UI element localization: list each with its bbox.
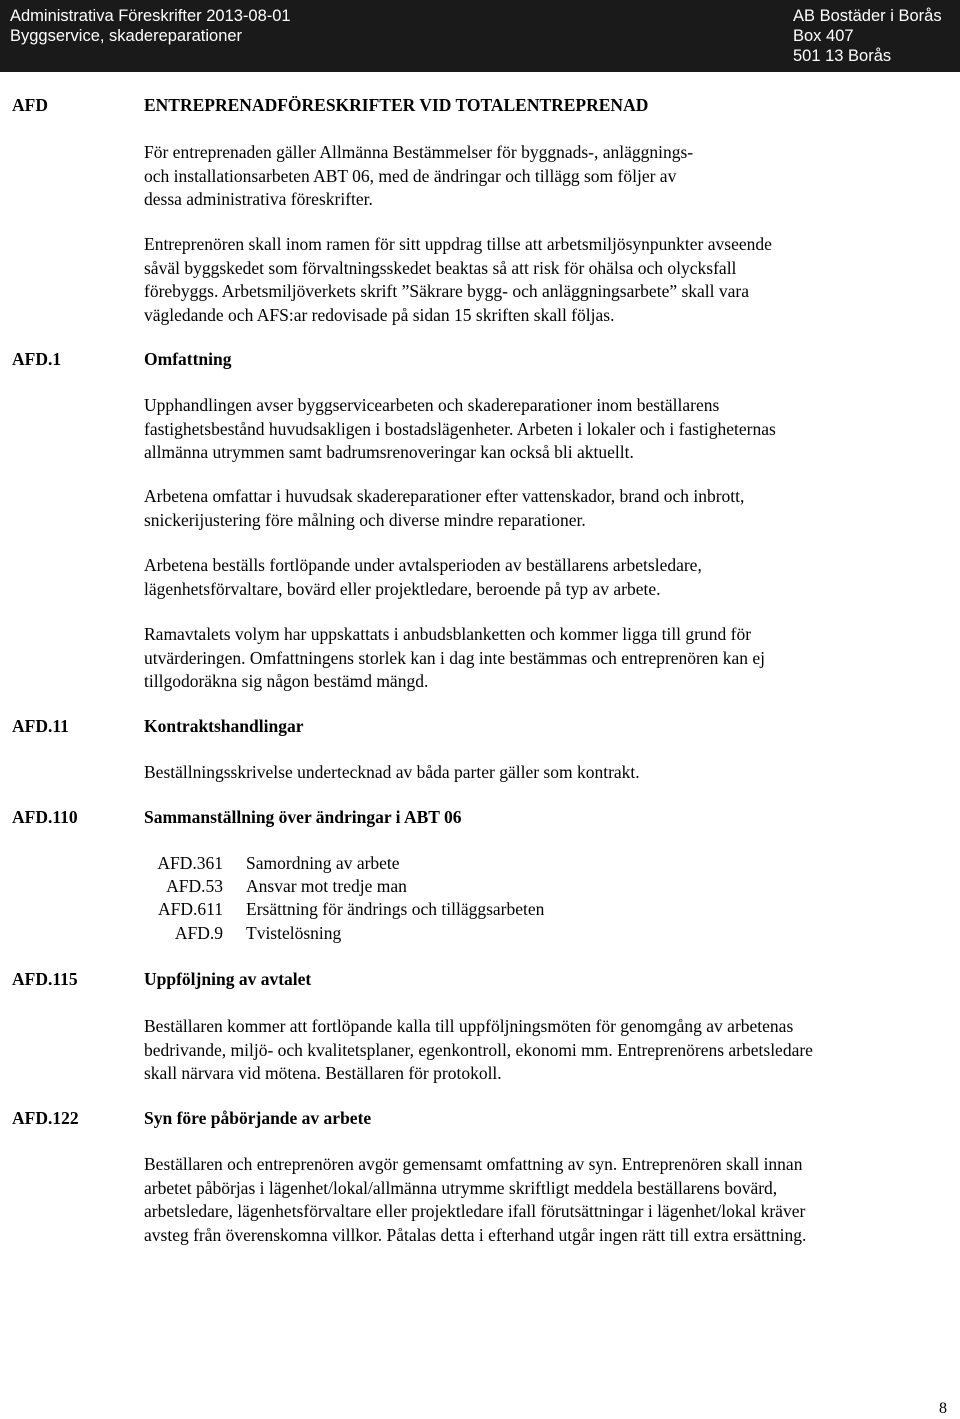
header-left (10, 6, 291, 46)
text-line: fastighetsbestånd huvudsakligen i bostadslägenheter. Arbeten i lokaler och i fastigheternas (144, 418, 776, 439)
section-title-afd1: Omfattning (144, 349, 232, 369)
section-title-afd115: Uppföljning av avtalet (144, 969, 312, 989)
section-title-afd110: Sammanställning över ändringar i ABT 06 (144, 807, 462, 827)
document-title: Administrativa Föreskrifter 2013-08-01 (10, 7, 291, 25)
page-number: 8 (939, 1400, 947, 1417)
paragraph-afd1-1 (144, 394, 776, 465)
text-line: vägledande och AFS:ar redovisade på sidan 15 skriften skall följas. (144, 304, 615, 325)
text-line: Arbetena beställs fortlöpande under avtalsperioden av beställarens arbetsledare, (144, 555, 702, 575)
page-header (0, 0, 960, 72)
list-item-text: Ansvar mot tredje man (246, 876, 407, 897)
text-line: Ramavtalets volym har uppskattats i anbudsblanketten och kommer ligga till grund för (144, 624, 752, 644)
text-line: skall närvara vid mötena. Beställaren för protokoll. (144, 1063, 502, 1083)
section-code-afd11: AFD.11 (12, 716, 69, 736)
text-line: Arbetena omfattar i huvudsak skadereparationer efter vattenskador, brand och inbrott, (144, 486, 745, 506)
paragraph-afd-1 (144, 141, 693, 212)
change-list (141, 852, 544, 945)
text-line: bedrivande, miljö- och kvalitetsplaner, egenkontroll, ekonomi mm. Entreprenörens arbetsledare (144, 1039, 813, 1060)
list-item-text: Ersättning för ändrings och tilläggsarbeten (246, 899, 545, 920)
paragraph-afd122-1 (144, 1153, 806, 1247)
list-item (141, 898, 544, 921)
text-line: avsteg från överenskomna villkor. Påtalas detta i efterhand utgår ingen rätt till extra ersättning. (144, 1224, 807, 1245)
section-code-afd115: AFD.115 (12, 969, 78, 989)
list-item-text: Tvistelösning (246, 922, 342, 943)
section-title-afd: ENTREPRENADFÖRESKRIFTER VID TOTALENTREPRENAD (144, 95, 649, 115)
document-subtitle: Byggservice, skadereparationer (10, 27, 243, 45)
text-line: dessa administrativa föreskrifter. (144, 189, 373, 209)
list-item (141, 875, 544, 898)
text-line: Beställaren kommer att fortlöpande kalla till uppföljningsmöten för genomgång av arbetenas (144, 1016, 794, 1036)
text-line: såväl byggskedet som förvaltningsskedet beaktas så att risk för ohälsa och olycksfall (144, 257, 737, 278)
paragraph-afd1-2 (144, 485, 744, 532)
list-item-text: Samordning av arbete (246, 853, 400, 873)
list-item-code: AFD.361 (157, 853, 223, 873)
company-name: AB Bostäder i Borås (793, 7, 942, 25)
section-title-afd122: Syn före påbörjande av arbete (144, 1108, 372, 1128)
text-line: allmänna utrymmen samt badrumsrenoveringar kan också bli aktuellt. (144, 442, 634, 462)
text-line: Beställaren och entreprenören avgör gemensamt omfattning av syn. Entreprenören skall innan (144, 1154, 803, 1174)
list-item (141, 852, 544, 875)
section-code-afd122: AFD.122 (12, 1108, 79, 1128)
header-right (793, 6, 942, 66)
list-item-code: AFD.9 (174, 922, 223, 943)
text-line: Upphandlingen avser byggservicearbeten och skadereparationer inom beställarens (144, 395, 720, 415)
section-title-afd11: Kontraktshandlingar (144, 716, 304, 736)
paragraph-afd115-1 (144, 1015, 813, 1086)
paragraph-afd1-3 (144, 554, 702, 601)
text-line: Entreprenören skall inom ramen för sitt uppdrag tillse att arbetsmiljösynpunkter avseende (144, 234, 772, 254)
text-line: Beställningsskrivelse undertecknad av båda parter gäller som kontrakt. (144, 762, 640, 782)
list-item-code: AFD.53 (166, 876, 223, 897)
section-code-afd1: AFD.1 (12, 349, 62, 369)
text-line: För entreprenaden gäller Allmänna Bestämmelser för byggnads-, anläggnings- (144, 142, 694, 162)
paragraph-afd-2 (144, 233, 772, 327)
text-line: arbetet påbörjas i lägenhet/lokal/allmänna utrymme skriftligt meddela beställarens bovärd, (144, 1177, 778, 1198)
section-code-afd: AFD (12, 95, 48, 115)
section-code-afd110: AFD.110 (12, 807, 78, 827)
company-postal: 501 13 Borås (793, 47, 892, 65)
text-line: och installationsarbeten ABT 06, med de ändringar och tillägg som följer av (144, 165, 677, 186)
text-line: tillgodoräkna sig någon bestämd mängd. (144, 671, 429, 691)
paragraph-afd11-1 (144, 761, 640, 785)
list-item-code: AFD.611 (158, 899, 223, 920)
paragraph-afd1-4 (144, 623, 765, 694)
list-item (141, 922, 544, 945)
text-line: utvärderingen. Omfattningens storlek kan i dag inte bestämmas och entreprenören kan ej (144, 647, 766, 668)
company-box: Box 407 (793, 27, 854, 45)
text-line: förebyggs. Arbetsmiljöverkets skrift ”Säkrare bygg- och anläggningsarbete” skall vara (144, 281, 750, 301)
text-line: lägenhetsförvaltare, bovärd eller projektledare, beroende på typ av arbete. (144, 578, 661, 599)
text-line: arbetsledare, lägenhetsförvaltare eller projektledare ifall förutsättningar i lägenhet/lokal kräver (144, 1201, 806, 1221)
text-line: snickerijustering före målning och diverse mindre reparationer. (144, 509, 586, 530)
